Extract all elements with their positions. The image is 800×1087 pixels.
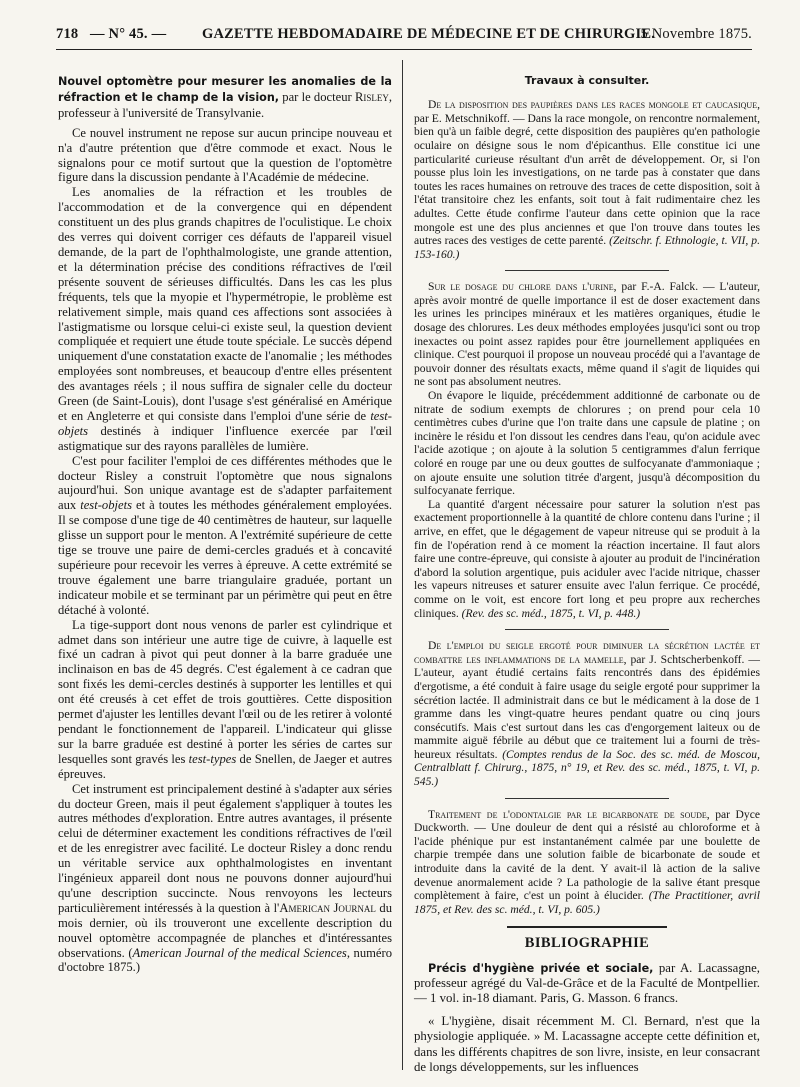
page-number: 718 [56, 26, 79, 42]
journal-title: GAZETTE HEBDOMADAIRE DE MÉDECINE ET DE CHIRURGIE. [202, 26, 656, 42]
bibliography-heading: BIBLIOGRAPHIE [524, 935, 650, 952]
right-column [414, 74, 760, 1075]
section-rule [507, 926, 667, 928]
paragraph: Cet instrument est principalement destiné à s'adapter aux séries du docteur Green, mais il peut également s'appliquer à toutes les autres méthodes d'exploration. Entre autres avantages, il présente celui de déterminer exactement les conditions réfractives de l'œil et de les enregistrer avec facilité. Le docteur Risley a donc rendu un véritable service aux ophthalmologistes en inventant l'ingénieux appareil dont nous ne pouvons donner aujourd'hui qu'une description succincte. Nous renvoyons les lecteurs particulièrement intéressés à la question à l'American Journal du mois dernier, où ils trouveront une excellente description du nouvel optomètre accompagnée de planches et d'intéressantes observations. (American Journal of the medical Sciences, numéro d'octobre 1875.) [58, 781, 392, 975]
separator-rule [505, 629, 669, 630]
review-text: « L'hygiène, disait récemment M. Cl. Bernard, n'est que la physiologie appliquée. » M. Lacassagne accepte cette définition et, dans les différents chapitres de son livre, insiste, en leur consacrant de longs développements, sur les influences [414, 1014, 760, 1074]
column-divider [402, 60, 403, 1070]
book-title: Précis d'hygiène privée et sociale, [428, 961, 654, 975]
section-title: Travaux à consulter. [524, 74, 650, 87]
paragraph: La quantité d'argent nécessaire pour saturer la solution n'est pas exactement proportionnelle à la quantité de chlore contenu dans l'urine ; il arrive, en effet, que le dégagement de vapeur nitreuse qui se produit à la fin de l'opération rend à ce moment la réaction incertaine. Il faut alors faire une contre-épreuve, qui consiste à ajouter au produit de l'incinération d'abord la solution argentique, puis aciduler avec l'acide nitrique, chasser les vapeurs nitreuses et saturer ensuite avec l'alun ferrique. Ce procédé, comme on le voit, est encore fort long et peu propre aux recherches cliniques. (Rev. des sc. méd., 1875, t. VI, p. 448.) [414, 497, 760, 620]
abstract-item: De la disposition des paupières dans les races mongole et caucasique, par E. Metschnikoff. — Dans la race mongole, on rencontre normalement, bien qu'à un faible degré, cette disposition des paupières qu'en pathologie oculaire on désigne sous le nom d'épicanthus. Elle constitue ici une particularité curieuse résultant d'un arrêt de développement. Or, si l'on pousse plus loin les investigations, on ne tarde pas à constater que dans toutes les races humaines on retrouve des traces de cette disposition, soit à l'état transitoire chez les enfants, soit tout à fait rudimentaire chez les adultes. Cette étude confirme l'auteur dans cette opinion que la race mongole est une des plus anciennes et que l'on trouve dans toutes les autres races des vestiges de cette parenté. (Zeitschr. f. Ethnologie, t. VII, p. 153-160.) [414, 98, 760, 261]
abstract-item: Sur le dosage du chlore dans l'urine, par F.-A. Falck. — L'auteur, après avoir montré de quelle importance il est de doser exactement dans les urines les principes minéraux et les matières organiques, étudie le dosage des chlorures. Les deux méthodes employées jusqu'ici sont ou trop inexactes ou point assez rapides pour être journellement appliquées en clinique. C'est pourquoi il propose un nouveau procédé qui a l'avantage de pouvoir donner des résultats exacts, même quand il s'agit de liquides qui ne sont pas absolument neutres. [414, 280, 761, 389]
separator-rule [505, 270, 669, 271]
separator-rule [505, 798, 669, 799]
issue-date: 5 Novembre 1875. [640, 26, 752, 42]
paragraph: C'est pour faciliter l'emploi de ces différentes méthodes que le docteur Risley a construit l'optomètre que nous signalons aujourd'hui. Son unique avantage est de s'adapter parfaitement aux test-objets et à toutes les méthodes généralement employées. Il se compose d'une tige de 40 centimètres de hauteur, sur laquelle glisse un support pour le menton. A l'extrémité supérieure de cette tige se trouve une paire de demi-cercles gradués et à concavité supérieure pour recevoir les verres à épreuve. A cette extrémité se trouve également une barre triangulaire graduée, portant un indicateur mobile et se terminant par un périmètre qui peut en être détaché à volonté. [58, 453, 392, 617]
paragraph: Les anomalies de la réfraction et les troubles de l'accommodation et de la convergence qui en dépendent constituent un des plus grands chapitres de l'oculistique. Le choix des verres qui doivent corriger ces défauts de l'appareil visuel demande, de la part de l'ophthalmologiste, une grande attention, et la détermination précise des conditions réfractives de l'œil présente souvent de sérieuses difficultés. Dans les cas les plus fréquents, tels que la myopie et l'hypermétropie, le problème est relativement simple, mais quand ces affections sont associées à l'astigmatisme ou lorsque celui-ci existe seul, la question devient compliquée et requiert une étude toute spéciale. Le succès dépend uniquement d'une constatation exacte de l'anomalie ; les méthodes employées sont nombreuses, et beaucoup d'entre elles présentent des avantages réels ; il nous suffira de signaler celle du docteur Green (de Saint-Louis), dont l'usage s'est généralisé en Amérique et en Angleterre et qui consiste dans l'emploi d'une série de test-objets destinés à indiquer l'influence exercée par l'œil astigmatique sur des rayons parallèles de lumière. [58, 185, 392, 453]
bibliography-entry: Précis d'hygiène privée et sociale, par A. Lacassagne, professeur agrégé du Val-de-Grâce et de la Faculté de Montpellier. — 1 vol. in-18 diamant. Paris, G. Masson. 6 francs. [414, 960, 760, 1005]
abstract-item: De l'emploi du seigle ergoté pour diminuer la sécrétion lactée et combattre les inflammations de la mamelle, par J. Schtscherbenkoff. — L'auteur, ayant étudié certains faits rencontrés dans des épidémies d'ergotisme, a été conduit à faire usage du seigle ergoté pour supprimer la sécrétion lactée. Il administrait dans ce but le médicament à la dose de 1 gramme dans les vingt-quatre heures pendant quatre ou cinq jours consécutifs. Mais c'est surtout dans les cas d'engorgement laiteux ou de mammite aiguë fébrile au début que ce traitement lui a fourni de très-heureux résultats. (Comptes rendus de la Soc. des sc. méd. de Moscou, Centralblatt f. Chirurg., 1875, n° 19, et Rev. des sc. méd., 1875, t. VI, p. 545.) [414, 639, 761, 789]
article-title: Nouvel optomètre pour mesurer les anomalies de la réfraction et le champ de la vision, [58, 75, 392, 104]
paragraph: Ce nouvel instrument ne repose sur aucun principe nouveau et n'a d'autre prétention que d'être commode et exact. Nous le signalons pour ce motif surtout que la question de l'optomètre figure dans la discussion pendante à l'Académie de médecine. [58, 125, 392, 185]
abstract-item: Traitement de l'odontalgie par le bicarbonate de soude, par Dyce Duckworth. — Une douleur de dent qui a résisté au chloroforme et à l'acide phénique pur est instantanément calmée par une boulette de charpie trempée dans une solution faible de bicarbonate de soude et introduite dans la cavité de la dent. Y avait-il là action de la salive devenue anormalement acide ? La pathologie de la salive étant presque complètement à faire, c'est un point à élucider. (The Practitioner, avril 1875, et Rev. des sc. méd., t. VI, p. 605.) [414, 807, 761, 916]
paragraph: On évapore le liquide, précédemment additionné de carbonate ou de nitrate de sodium exempts de chlorures ; on prend pour cela 10 centimètres cubes d'urine que l'on traite dans une capsule de platine ; on incinère le résidu et l'on dissout les cendres dans l'eau, qu'on acidule avec l'acide azotique ; on ajoute à la solution 5 centigrammes d'alun ferrique coloré en rouge par une ou deux gouttes de sulfocyanate d'ammoniaque ; on ajoute ensuite une solution titrée d'argent, jusqu'à décomposition du sulfocyanate ferrique. [414, 389, 760, 498]
author-name: Risley [354, 89, 389, 104]
header-rule [56, 49, 752, 50]
issue-number: — N° 45. — [90, 26, 167, 42]
left-column [58, 74, 392, 975]
article-lead: Nouvel optomètre pour mesurer les anomalies de la réfraction et le champ de la vision, par le docteur Risley, professeur à l'université de Transylvanie. [58, 75, 392, 120]
running-header [56, 26, 752, 48]
paragraph: La tige-support dont nous venons de parler est cylindrique et admet dans son intérieur une autre tige de cuivre, à laquelle est fixé un cadran à pivot qui peut donner à la barre graduée une inclinaison en bas de 45 degrés. C'est également à ce cadran que sont fixés les demi-cercles destinés à supporter les lentilles et qui ont été creusés à cet effet de trois gouttières. Cette disposition permet d'ajuster les lentilles devant l'œil ou de les retirer à volonté pendant le fonctionnement de l'appareil. L'indicateur qui glisse sur la barre graduée est destiné à porter les séries de cartes sur lesquelles sont gravés les test-types de Snellen, de Jaeger et autres épreuves. [58, 617, 392, 781]
